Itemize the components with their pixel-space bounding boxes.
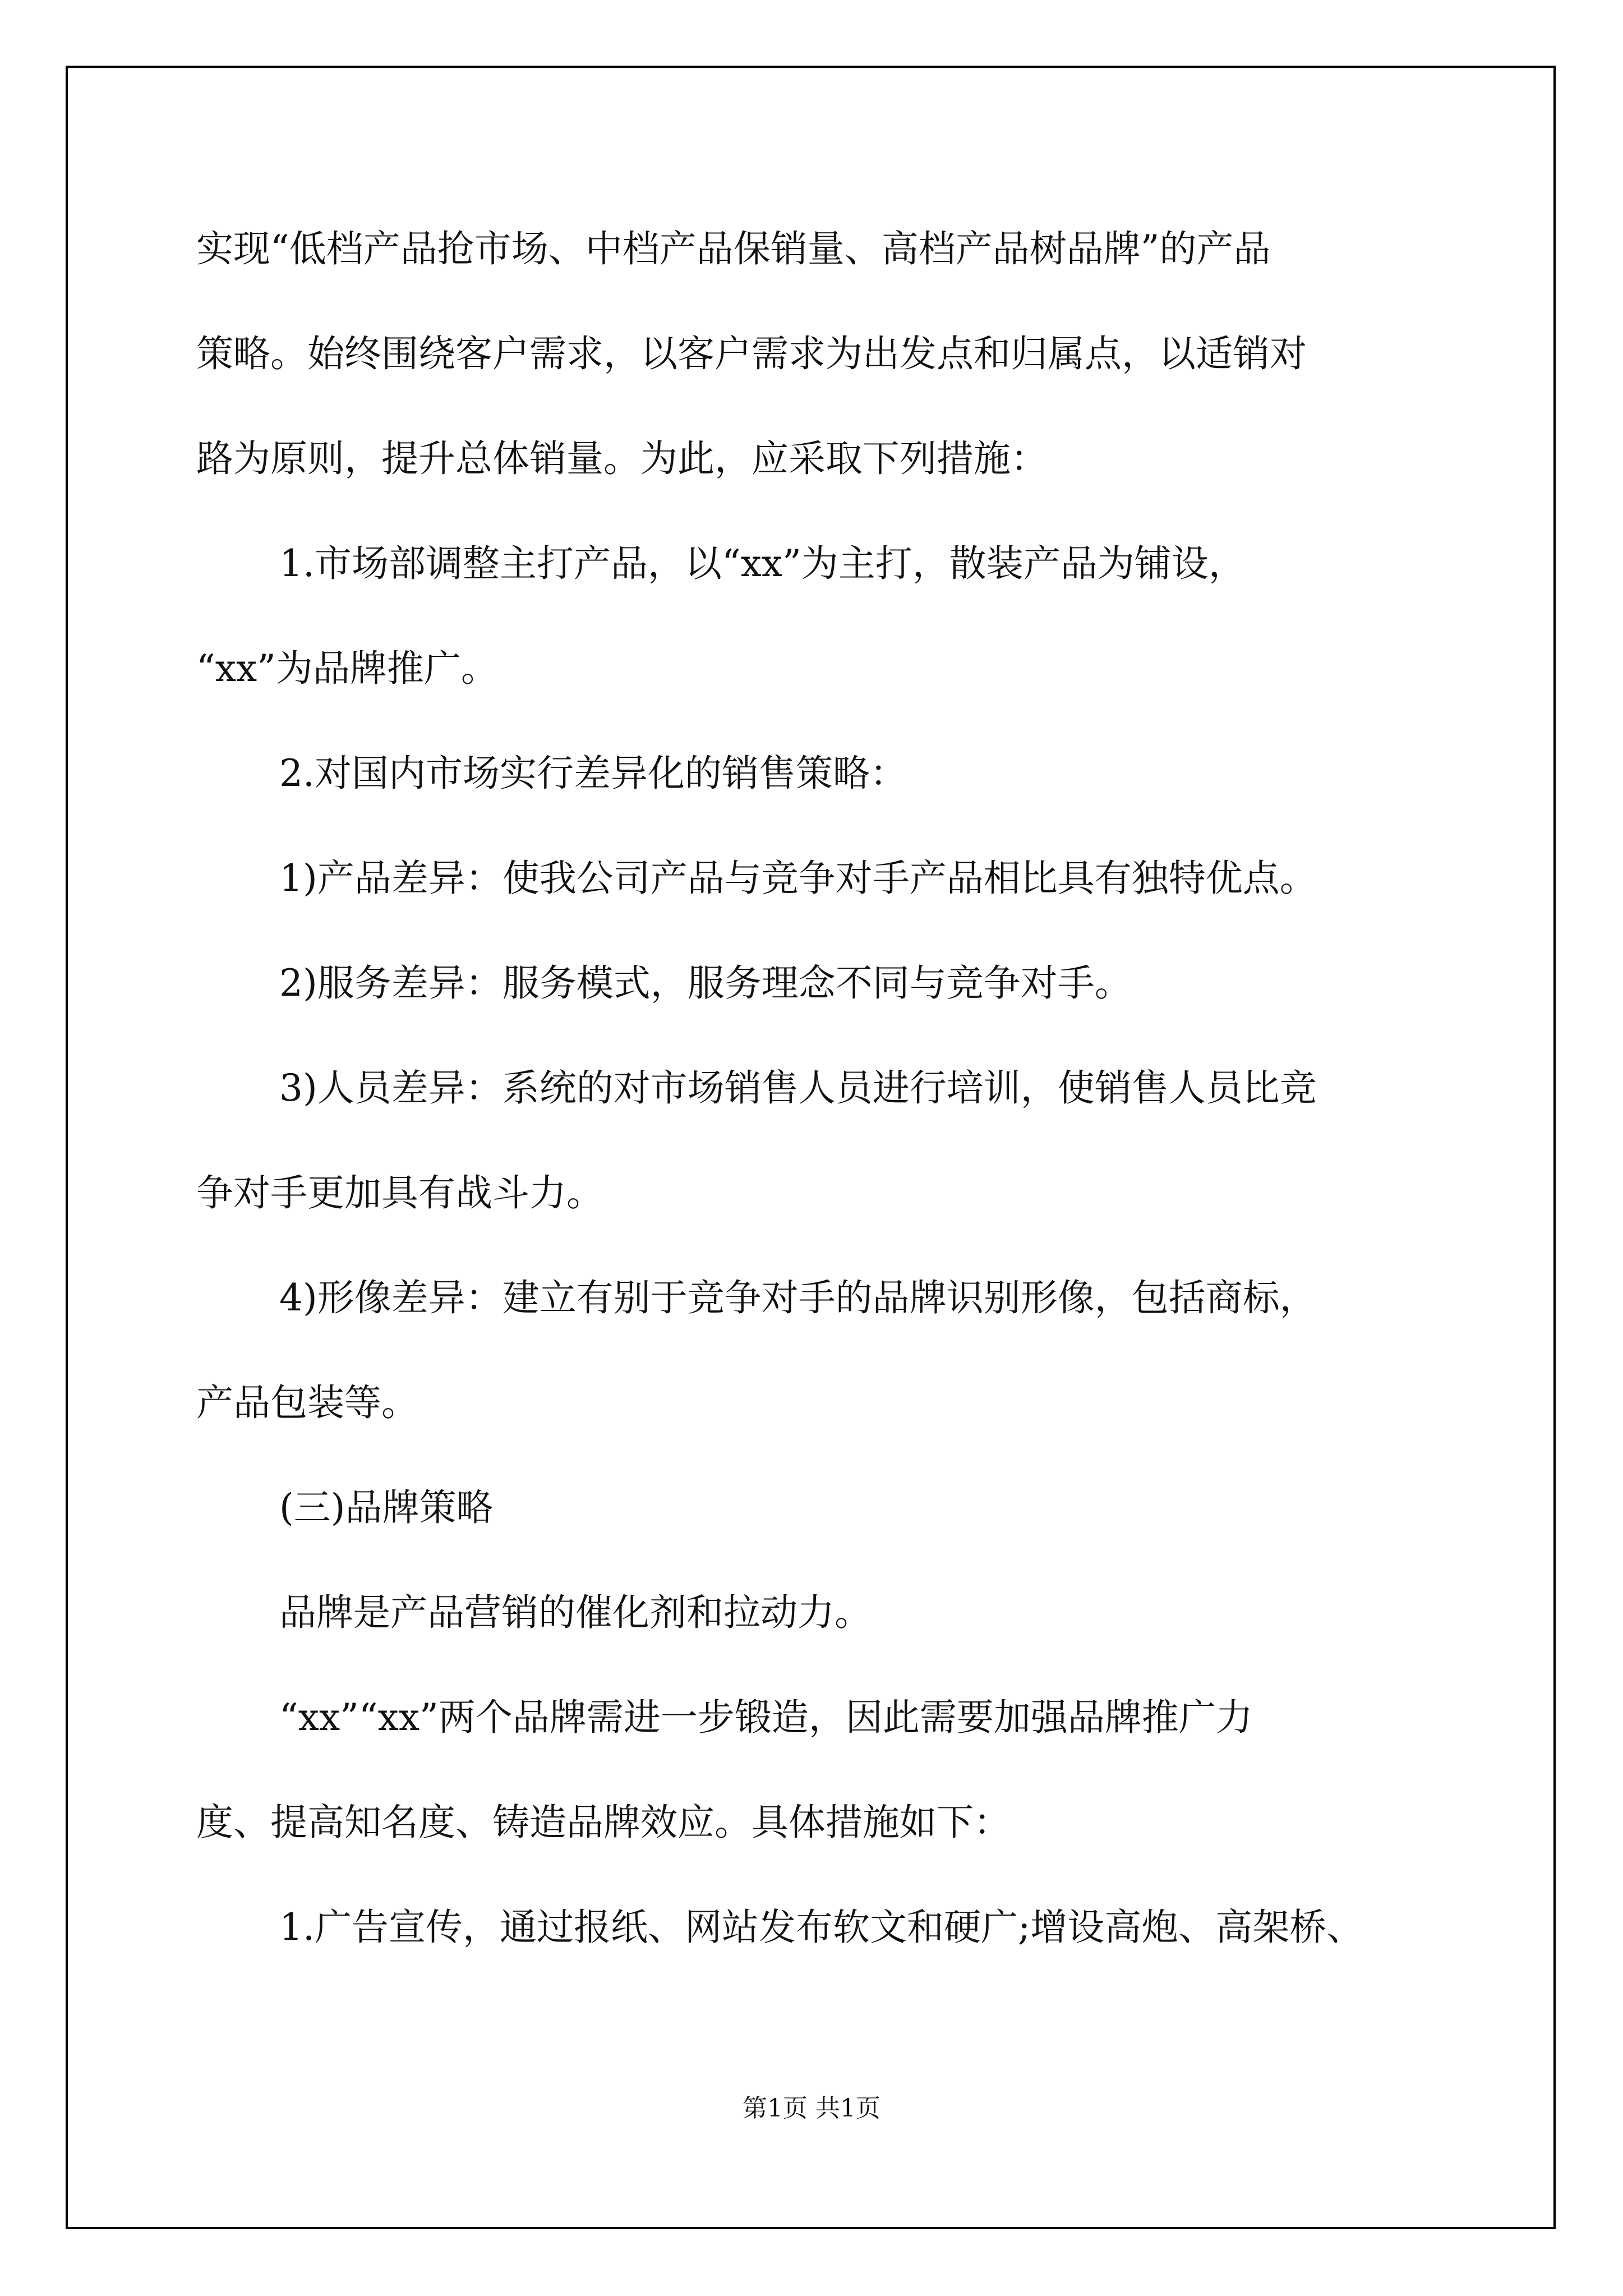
paragraph-line: 产品包装等。 [196,1381,418,1424]
paragraph-line: 品牌是产品营销的催化剂和拉动力。 [279,1591,872,1634]
paragraph-line: “xx”为品牌推广。 [196,647,498,690]
paragraph-line: 1.广告宣传，通过报纸、网站发布软文和硬广;增设高炮、高架桥、 [279,1906,1364,1949]
paragraph-line: 1)产品差异：使我公司产品与竞争对手产品相比具有独特优点。 [279,857,1317,900]
paragraph-line: 路为原则，提升总体销量。为此，应采取下列措施： [196,437,1048,480]
paragraph-line: 2)服务差异：服务模式，服务理念不同与竞争对手。 [279,961,1132,1005]
paragraph-line: “xx”“xx”两个品牌需进一步锻造，因此需要加强品牌推广力 [279,1696,1253,1739]
paragraph-line: 实现“低档产品抢市场、中档产品保销量、高档产品树品牌”的产品 [196,227,1271,270]
paragraph-line: 策略。始终围绕客户需求，以客户需求为出发点和归属点，以适销对 [196,332,1307,375]
paragraph-line: 3)人员差异：系统的对市场销售人员进行培训，使销售人员比竞 [279,1066,1317,1110]
section-heading: (三)品牌策略 [279,1486,494,1529]
page-footer: 第1页 共1页 [743,2094,880,2123]
paragraph-line: 4)形像差异：建立有别于竞争对手的品牌识别形像，包括商标， [279,1276,1317,1319]
paragraph-line: 1.市场部调整主打产品，以“xx”为主打，散装产品为铺设， [279,542,1246,585]
paragraph-line: 争对手更加具有战斗力。 [196,1171,603,1214]
paragraph-line: 2.对国内市场实行差异化的销售策略： [279,752,907,795]
paragraph-line: 度、提高知名度、铸造品牌效应。具体措施如下： [196,1801,1011,1844]
